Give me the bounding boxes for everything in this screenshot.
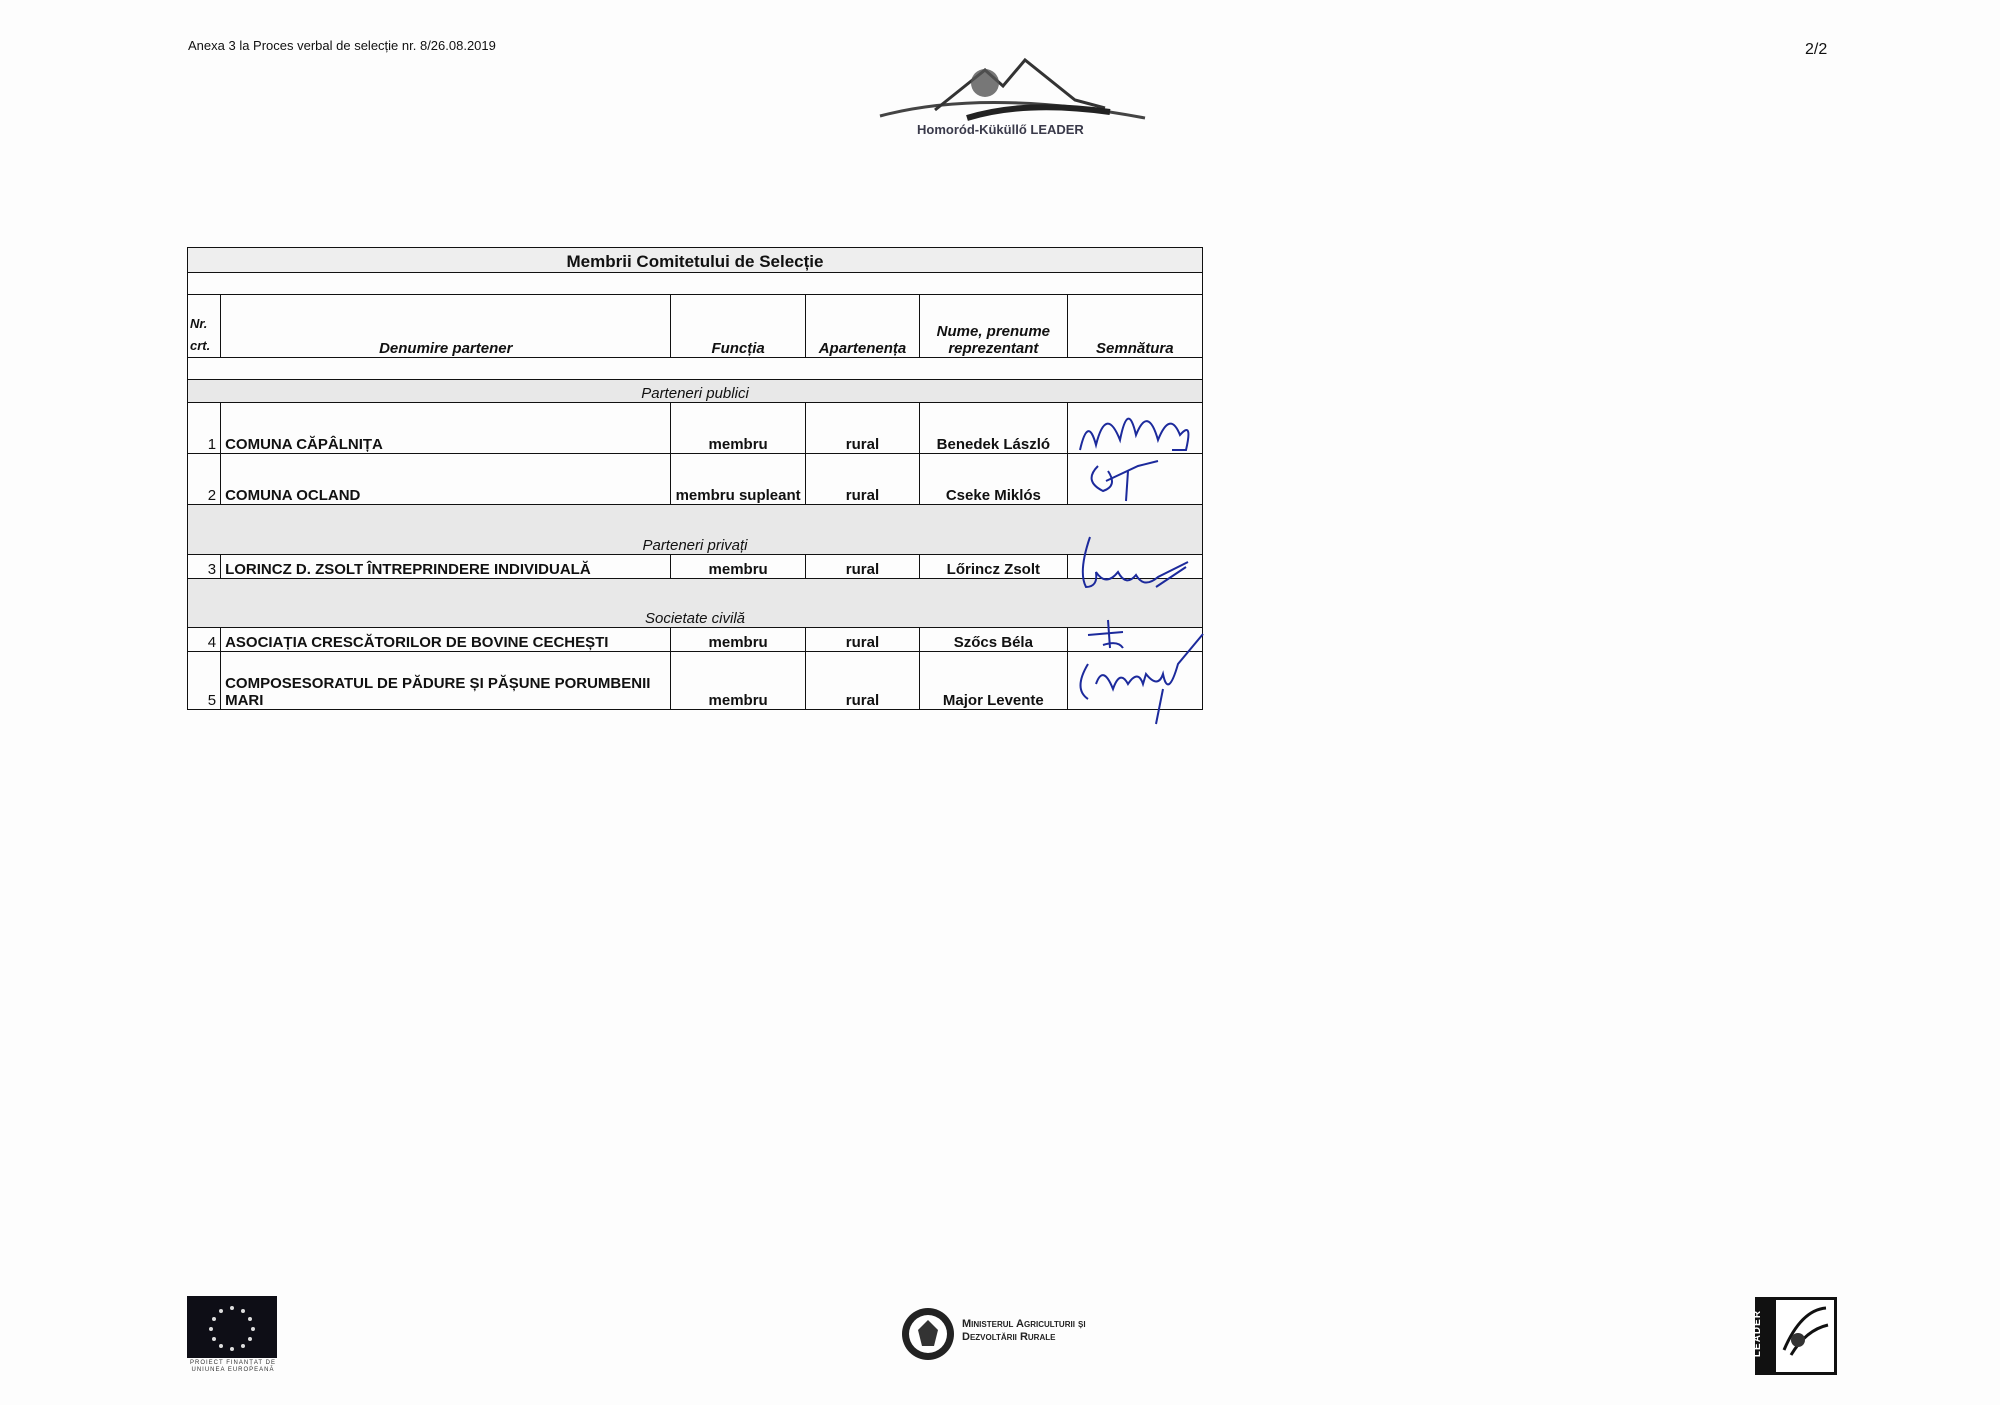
leader-emblem-icon — [1776, 1300, 1834, 1372]
table-header-row — [188, 295, 1203, 358]
col-signature: Semnătura — [1067, 295, 1202, 358]
ministry-text: Ministerul Agriculturii și Dezvoltării Rurale — [962, 1318, 1086, 1343]
selection-committee-table — [187, 247, 1203, 710]
leader-logo — [1752, 1297, 1837, 1375]
table-row: 1 COMUNA CĂPÂLNIȚA membru rural Benedek László — [188, 403, 1203, 454]
signature-3 — [1067, 555, 1202, 579]
mountain-logo-icon — [875, 48, 1150, 123]
table-title: Membrii Comitetului de Selecție — [188, 248, 1203, 273]
table-row: 2 COMUNA OCLAND membru supleant rural Cseke Miklós — [188, 454, 1203, 505]
eu-stars-icon — [187, 1296, 277, 1358]
table-row: 5 COMPOSESORATUL DE PĂDURE ȘI PĂȘUNE PORUMBENII MARI membru rural Major Levente — [188, 652, 1203, 710]
logo-text: Homoród-Küküllő LEADER — [917, 122, 1084, 137]
signature-5 — [1067, 652, 1202, 710]
homorod-kukullo-leader-logo — [875, 48, 1150, 140]
col-nr: Nr. crt. — [188, 295, 221, 358]
section-row: Societate civilă — [188, 579, 1203, 628]
section-row: Parteneri privați — [188, 505, 1203, 555]
col-membership: Apartenența — [805, 295, 919, 358]
table-row: 4 ASOCIAȚIA CRESCĂTORILOR DE BOVINE CECHEȘTI membru rural Szőcs Béla — [188, 628, 1203, 652]
table-row: 3 LORINCZ D. ZSOLT ÎNTREPRINDERE INDIVIDUALĂ membru rural Lőrincz Zsolt — [188, 555, 1203, 579]
col-function: Funcția — [671, 295, 805, 358]
leader-logo-text: LEADER — [1752, 1309, 1764, 1358]
page-number: 2/2 — [1805, 41, 1828, 58]
section-row: Parteneri publici — [188, 380, 1203, 403]
col-representative: Nume, prenume reprezentant — [920, 295, 1067, 358]
ministry-seal-icon — [900, 1306, 956, 1362]
ministry-logo — [900, 1306, 1086, 1367]
signature-2 — [1067, 454, 1202, 505]
col-partner: Denumire partener — [221, 295, 671, 358]
eu-funding-text: PROIECT FINANȚAT DE UNIUNEA EUROPEANĂ — [189, 1360, 276, 1373]
annex-reference: Anexa 3 la Proces verbal de selecție nr. 8/26.08.2019 — [188, 38, 496, 53]
eu-flag-logo — [187, 1296, 277, 1358]
